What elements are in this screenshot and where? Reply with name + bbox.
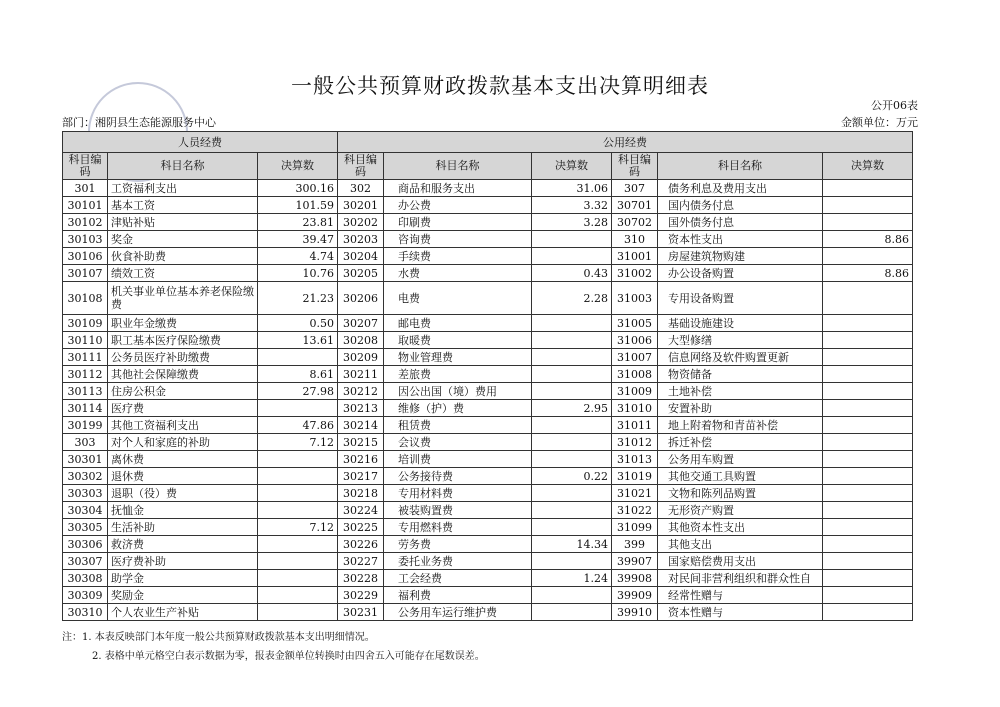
amount-cell [532,502,612,519]
code-cell: 30102 [63,214,108,231]
name-cell: 离休费 [108,451,258,468]
table-number: 公开06表 [871,99,918,112]
name-cell: 无形资产购置 [658,502,823,519]
code-cell: 30107 [63,265,108,282]
code-cell: 30215 [338,434,384,451]
code-cell: 310 [612,231,658,248]
code-cell: 399 [612,536,658,553]
amount-cell [532,553,612,570]
table-row [63,536,913,553]
amount-cell: 1.24 [532,570,612,587]
name-cell: 邮电费 [384,315,532,332]
code-cell: 30113 [63,383,108,400]
amount-cell: 0.22 [532,468,612,485]
col-header-name: 科目名称 [108,153,258,180]
amount-cell [258,400,338,417]
name-cell: 债务利息及费用支出 [658,180,823,197]
code-cell: 31021 [612,485,658,502]
col-header-name: 科目名称 [658,153,823,180]
amount-cell: 31.06 [532,180,612,197]
table-row [63,315,913,332]
col-header-amount: 决算数 [532,153,612,180]
note-2: 2. 表格中单元格空白表示数据为零，报表金额单位转换时由四舍五入可能存在尾数误差。 [92,651,485,662]
amount-cell [823,400,913,417]
amount-cell: 3.32 [532,197,612,214]
amount-cell [823,282,913,315]
code-cell: 301 [63,180,108,197]
group-header-public: 公用经费 [338,132,913,153]
name-cell: 其他资本性支出 [658,519,823,536]
name-cell: 维修（护）费 [384,400,532,417]
amount-cell: 27.98 [258,383,338,400]
code-cell: 31010 [612,400,658,417]
code-cell: 31099 [612,519,658,536]
code-cell: 30702 [612,214,658,231]
name-cell: 奖励金 [108,587,258,604]
code-cell: 30226 [338,536,384,553]
name-cell: 机关事业单位基本养老保险缴费 [108,282,258,315]
table-row [63,434,913,451]
code-cell: 30218 [338,485,384,502]
name-cell: 专用燃料费 [384,519,532,536]
unit-label: 金额单位：万元 [841,116,918,129]
page-title: 一般公共预算财政拨款基本支出决算明细表 [291,74,709,98]
code-cell: 307 [612,180,658,197]
note-1: 注：1. 本表反映部门本年度一般公共预算财政拨款基本支出明细情况。 [62,632,375,643]
amount-cell [258,536,338,553]
group-header-personnel: 人员经费 [63,132,338,153]
name-cell: 咨询费 [384,231,532,248]
code-cell: 39907 [612,553,658,570]
name-cell: 手续费 [384,248,532,265]
amount-cell: 0.43 [532,265,612,282]
amount-cell [532,332,612,349]
amount-cell [258,553,338,570]
code-cell: 30302 [63,468,108,485]
amount-cell [823,519,913,536]
code-cell: 31009 [612,383,658,400]
table-row [63,332,913,349]
col-header-amount: 决算数 [823,153,913,180]
table-row [63,553,913,570]
code-cell: 30112 [63,366,108,383]
amount-cell [532,604,612,621]
name-cell: 抚恤金 [108,502,258,519]
code-cell: 39910 [612,604,658,621]
amount-cell [258,587,338,604]
name-cell: 对民间非营利组织和群众性自 [658,570,823,587]
code-cell: 30110 [63,332,108,349]
code-cell: 30306 [63,536,108,553]
amount-cell [823,570,913,587]
name-cell: 奖金 [108,231,258,248]
amount-cell [532,434,612,451]
code-cell: 303 [63,434,108,451]
amount-cell: 4.74 [258,248,338,265]
name-cell: 水费 [384,265,532,282]
amount-cell: 300.16 [258,180,338,197]
code-cell: 30103 [63,231,108,248]
col-header-code: 科目编码 [612,153,658,180]
amount-cell [532,519,612,536]
amount-cell [823,451,913,468]
amount-cell: 7.12 [258,519,338,536]
name-cell: 经常性赠与 [658,587,823,604]
name-cell: 其他社会保障缴费 [108,366,258,383]
name-cell: 拆迁补偿 [658,434,823,451]
col-header-code: 科目编码 [63,153,108,180]
amount-cell [823,468,913,485]
name-cell: 退休费 [108,468,258,485]
amount-cell [823,417,913,434]
code-cell: 30227 [338,553,384,570]
amount-cell [532,366,612,383]
code-cell: 31011 [612,417,658,434]
amount-cell: 101.59 [258,197,338,214]
name-cell: 大型修缮 [658,332,823,349]
name-cell: 被装购置费 [384,502,532,519]
table-row [63,231,913,248]
code-cell: 30204 [338,248,384,265]
name-cell: 基本工资 [108,197,258,214]
amount-cell [258,451,338,468]
code-cell: 302 [338,180,384,197]
name-cell: 物业管理费 [384,349,532,366]
name-cell: 房屋建筑物购建 [658,248,823,265]
name-cell: 办公费 [384,197,532,214]
name-cell: 电费 [384,282,532,315]
amount-cell [258,570,338,587]
code-cell: 30308 [63,570,108,587]
amount-cell [823,485,913,502]
code-cell: 39909 [612,587,658,604]
amount-cell [258,604,338,621]
name-cell: 其他工资福利支出 [108,417,258,434]
name-cell: 委托业务费 [384,553,532,570]
amount-cell [258,485,338,502]
table-row [63,248,913,265]
name-cell: 国内债务付息 [658,197,823,214]
name-cell: 国外债务付息 [658,214,823,231]
name-cell: 退职（役）费 [108,485,258,502]
name-cell: 差旅费 [384,366,532,383]
amount-cell [532,349,612,366]
code-cell: 30212 [338,383,384,400]
name-cell: 助学金 [108,570,258,587]
table-row [63,587,913,604]
code-cell: 30108 [63,282,108,315]
code-cell: 30309 [63,587,108,604]
amount-cell: 2.95 [532,400,612,417]
name-cell: 安置补助 [658,400,823,417]
name-cell: 资本性赠与 [658,604,823,621]
name-cell: 其他交通工具购置 [658,468,823,485]
table-row [63,604,913,621]
amount-cell [823,214,913,231]
amount-cell [258,468,338,485]
table-row [63,180,913,197]
table-row [63,214,913,231]
amount-cell: 47.86 [258,417,338,434]
code-cell: 30231 [338,604,384,621]
amount-cell [823,502,913,519]
code-cell: 30111 [63,349,108,366]
amount-cell: 21.23 [258,282,338,315]
amount-cell [823,553,913,570]
name-cell: 办公设备购置 [658,265,823,282]
table-row [63,502,913,519]
table-row [63,451,913,468]
code-cell: 30305 [63,519,108,536]
amount-cell [823,332,913,349]
amount-cell: 8.86 [823,265,913,282]
code-cell: 30109 [63,315,108,332]
code-cell: 30229 [338,587,384,604]
name-cell: 福利费 [384,587,532,604]
notes [62,628,485,666]
amount-cell: 7.12 [258,434,338,451]
amount-cell [258,349,338,366]
code-cell: 30106 [63,248,108,265]
code-cell: 30303 [63,485,108,502]
amount-cell [823,366,913,383]
amount-cell [532,417,612,434]
code-cell: 31006 [612,332,658,349]
code-cell: 30301 [63,451,108,468]
name-cell: 基础设施建设 [658,315,823,332]
name-cell: 生活补助 [108,519,258,536]
name-cell: 对个人和家庭的补助 [108,434,258,451]
amount-cell [823,315,913,332]
name-cell: 绩效工资 [108,265,258,282]
amount-cell: 13.61 [258,332,338,349]
amount-cell [532,485,612,502]
amount-cell: 8.86 [823,231,913,248]
code-cell: 30101 [63,197,108,214]
name-cell: 职业年金缴费 [108,315,258,332]
amount-cell: 2.28 [532,282,612,315]
code-cell: 31022 [612,502,658,519]
name-cell: 土地补偿 [658,383,823,400]
name-cell: 公务用车运行维护费 [384,604,532,621]
code-cell: 30203 [338,231,384,248]
amount-cell [823,604,913,621]
name-cell: 物资储备 [658,366,823,383]
table-row [63,265,913,282]
name-cell: 地上附着物和青苗补偿 [658,417,823,434]
code-cell: 30206 [338,282,384,315]
code-cell: 30205 [338,265,384,282]
name-cell: 个人农业生产补贴 [108,604,258,621]
table-row [63,400,913,417]
table-body [63,180,913,621]
name-cell: 医疗费补助 [108,553,258,570]
name-cell: 伙食补助费 [108,248,258,265]
name-cell: 专用设备购置 [658,282,823,315]
name-cell: 印刷费 [384,214,532,231]
amount-cell [532,315,612,332]
code-cell: 30701 [612,197,658,214]
name-cell: 租赁费 [384,417,532,434]
name-cell: 救济费 [108,536,258,553]
name-cell: 医疗费 [108,400,258,417]
table-row [63,366,913,383]
amount-cell [532,231,612,248]
table-row [63,468,913,485]
expenditure-table [62,131,913,621]
code-cell: 30114 [63,400,108,417]
amount-cell [823,434,913,451]
amount-cell [823,180,913,197]
name-cell: 会议费 [384,434,532,451]
table-row [63,519,913,536]
col-header-name: 科目名称 [384,153,532,180]
name-cell: 其他支出 [658,536,823,553]
code-cell: 31019 [612,468,658,485]
amount-cell [258,502,338,519]
code-cell: 31005 [612,315,658,332]
code-cell: 30199 [63,417,108,434]
amount-cell [823,383,913,400]
code-cell: 30209 [338,349,384,366]
amount-cell: 14.34 [532,536,612,553]
code-cell: 30202 [338,214,384,231]
code-cell: 30310 [63,604,108,621]
code-cell: 31002 [612,265,658,282]
code-cell: 31013 [612,451,658,468]
code-cell: 31007 [612,349,658,366]
code-cell: 30211 [338,366,384,383]
code-cell: 31001 [612,248,658,265]
name-cell: 津贴补贴 [108,214,258,231]
name-cell: 培训费 [384,451,532,468]
amount-cell: 10.76 [258,265,338,282]
amount-cell [823,197,913,214]
code-cell: 30225 [338,519,384,536]
name-cell: 职工基本医疗保险缴费 [108,332,258,349]
amount-cell [532,587,612,604]
amount-cell [823,587,913,604]
name-cell: 资本性支出 [658,231,823,248]
amount-cell: 0.50 [258,315,338,332]
code-cell: 30217 [338,468,384,485]
table-row [63,485,913,502]
name-cell: 公务员医疗补助缴费 [108,349,258,366]
amount-cell [823,248,913,265]
amount-cell: 39.47 [258,231,338,248]
department-label: 部门：湘阴县生态能源服务中心 [62,116,216,129]
code-cell: 30214 [338,417,384,434]
name-cell: 公务接待费 [384,468,532,485]
name-cell: 工资福利支出 [108,180,258,197]
col-header-amount: 决算数 [258,153,338,180]
code-cell: 39908 [612,570,658,587]
name-cell: 公务用车购置 [658,451,823,468]
name-cell: 文物和陈列品购置 [658,485,823,502]
table-row [63,282,913,315]
col-header-code: 科目编码 [338,153,384,180]
amount-cell [532,451,612,468]
name-cell: 劳务费 [384,536,532,553]
code-cell: 30201 [338,197,384,214]
code-cell: 31008 [612,366,658,383]
table-row [63,197,913,214]
table-row [63,417,913,434]
name-cell: 商品和服务支出 [384,180,532,197]
amount-cell: 23.81 [258,214,338,231]
name-cell: 因公出国（境）费用 [384,383,532,400]
table-row [63,570,913,587]
amount-cell [532,383,612,400]
code-cell: 30213 [338,400,384,417]
code-cell: 30207 [338,315,384,332]
table-row [63,383,913,400]
amount-cell: 8.61 [258,366,338,383]
code-cell: 30304 [63,502,108,519]
table-row [63,349,913,366]
code-cell: 31003 [612,282,658,315]
amount-cell [823,349,913,366]
name-cell: 专用材料费 [384,485,532,502]
name-cell: 工会经费 [384,570,532,587]
amount-cell [823,536,913,553]
name-cell: 取暖费 [384,332,532,349]
name-cell: 住房公积金 [108,383,258,400]
code-cell: 30208 [338,332,384,349]
code-cell: 30224 [338,502,384,519]
amount-cell [532,248,612,265]
code-cell: 30307 [63,553,108,570]
name-cell: 信息网络及软件购置更新 [658,349,823,366]
code-cell: 30228 [338,570,384,587]
name-cell: 国家赔偿费用支出 [658,553,823,570]
amount-cell: 3.28 [532,214,612,231]
code-cell: 30216 [338,451,384,468]
code-cell: 31012 [612,434,658,451]
